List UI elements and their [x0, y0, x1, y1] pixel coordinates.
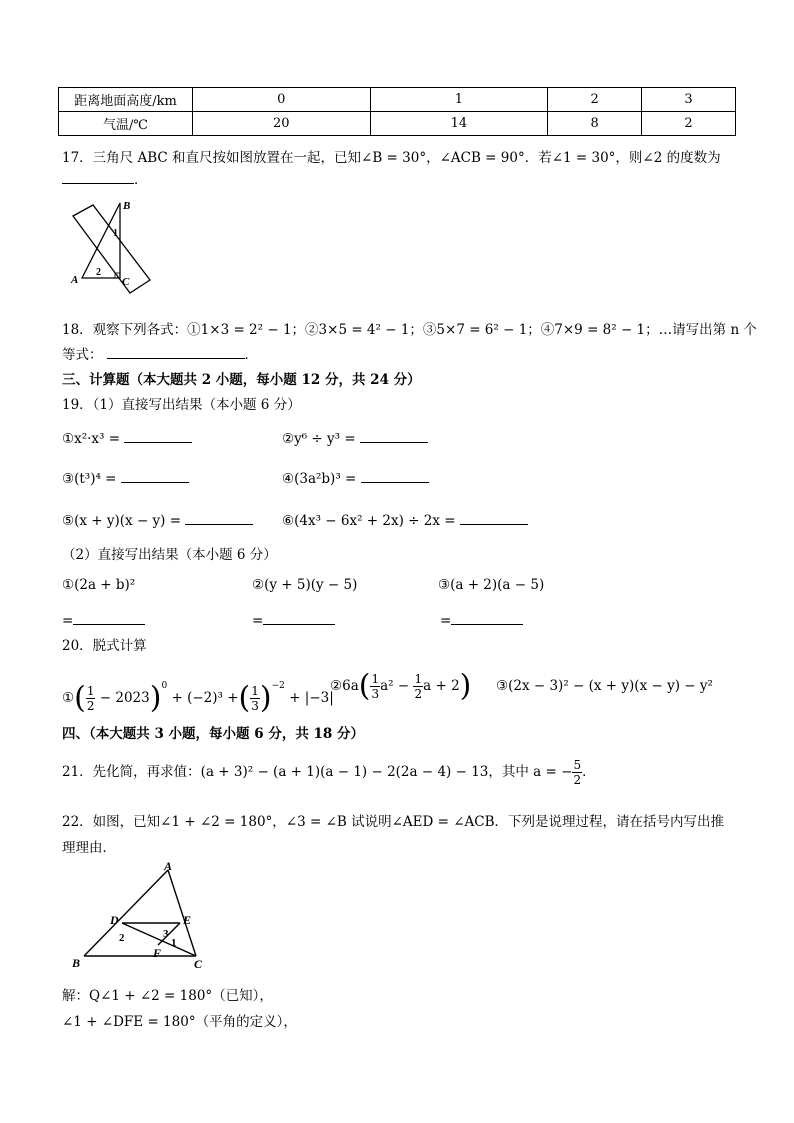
q18-text: 18．观察下列各式：①1×3 = 2² − 1；②3×5 = 4² − 1；③5×7 = 6² − 1；④7×9 = 8² − 1；…请写出第 n 个: [62, 322, 757, 338]
q17-text: 17．三角尺 ABC 和直尺按如图放置在一起，已知∠B = 30°，∠ACB = 90°．若∠1 = 30°，则∠2 的度数为: [62, 150, 721, 166]
q19-item-2: ②y⁶ ÷ y³ =: [282, 427, 428, 447]
label-2: 2: [119, 932, 125, 944]
section3-heading: 三、计算题（本大题共 2 小题，每小题 12 分，共 24 分）: [62, 372, 421, 388]
answer-blank[interactable]: [121, 467, 189, 483]
q18-tail: ．: [244, 347, 258, 363]
table-cell: 1: [370, 88, 548, 112]
triangle-shape: [82, 203, 120, 278]
answer-blank[interactable]: [73, 609, 145, 625]
q19-item-3: ③(t³)⁴ =: [62, 467, 189, 487]
fraction: $\frac{1}{2}$: [414, 672, 423, 701]
ruler-shape: [73, 205, 150, 293]
answer-blank[interactable]: [360, 427, 428, 443]
label-C: C: [194, 957, 203, 971]
fraction: $\frac{1}{3}$: [371, 672, 380, 701]
answer-blank[interactable]: [263, 609, 335, 625]
answer-blank[interactable]: [124, 427, 192, 443]
label-F: F: [153, 946, 162, 960]
q22-solution-1: 解：Q∠1 + ∠2 = 180°（已知），: [62, 988, 273, 1004]
fraction: $\frac{1}{3}$: [251, 684, 259, 713]
label-1: 1: [113, 228, 118, 239]
q19-part2-answer-1: =: [62, 609, 145, 629]
q22-line2: 理理由．: [62, 840, 116, 856]
q19-part2-answer-3: =: [440, 609, 523, 629]
segment-AB: [84, 870, 168, 956]
table-cell: 14: [370, 112, 548, 136]
table-cell: 3: [642, 88, 736, 112]
label-B: B: [123, 200, 131, 212]
answer-blank[interactable]: [185, 509, 253, 525]
answer-blank[interactable]: [62, 168, 134, 184]
label-2: 2: [96, 267, 101, 278]
label-1: 1: [171, 937, 177, 949]
q21-text: 21．先化简，再求值：(a + 3)² − (a + 1)(a − 1) − 2(2a − 4) − 13，其中 a = − $\frac{5}{2}$ ．: [62, 758, 596, 787]
q18-answer: [62, 343, 258, 363]
temperature-table: [58, 87, 736, 136]
label-A: A: [164, 862, 173, 873]
q17-figure: [68, 196, 158, 296]
q22-figure: [68, 862, 218, 974]
table-header-temp: 气温/℃: [59, 112, 193, 136]
q19-part2-item-2: ②(y + 5)(y − 5): [252, 577, 358, 593]
label-C: C: [122, 276, 130, 288]
table-cell: 20: [193, 112, 371, 136]
table-cell: 2: [548, 88, 642, 112]
q20-item-3: ③(2x − 3)² − (x + y)(x − y) − y²: [496, 678, 713, 694]
answer-blank[interactable]: [361, 467, 429, 483]
q19-item-1: ①x²·x³ =: [62, 427, 192, 447]
q22-solution-2: ∠1 + ∠DFE = 180°（平角的定义），: [62, 1014, 297, 1030]
q17-answer: [62, 168, 148, 188]
q19-part2-title: （2）直接写出结果（本小题 6 分）: [62, 547, 277, 563]
answer-blank[interactable]: [107, 343, 245, 359]
q19-part2-item-3: ③(a + 2)(a − 5): [438, 577, 545, 593]
table-cell: 2: [642, 112, 736, 136]
table-row: [59, 88, 736, 112]
q19-item-5: ⑤(x + y)(x − y) =: [62, 509, 253, 529]
q20-item-2: ②6a( $\frac{1}{3}$ a² − $\frac{1}{2}$ a + 2): [330, 668, 472, 704]
answer-blank[interactable]: [451, 609, 523, 625]
table-header-height: 距离地面高度/km: [59, 88, 193, 112]
q18-label: 等式：: [62, 347, 103, 363]
fraction: $\frac{5}{2}$: [573, 758, 582, 787]
q22-line1: 22．如图，已知∠1 + ∠2 = 180°，∠3 = ∠B 试说明∠AED = ∠ACB．下列是说理过程，请在括号内写出推: [62, 814, 725, 830]
q19-title: 19．（1）直接写出结果（本小题 6 分）: [62, 397, 301, 413]
q20-title: 20．脱式计算: [62, 638, 147, 654]
q19-item-4: ④(3a²b)³ =: [282, 467, 429, 487]
q19-part2-item-1: ①(2a + b)²: [62, 577, 136, 593]
table-cell: 8: [548, 112, 642, 136]
segment-EF: [158, 923, 180, 945]
q19-item-6: ⑥(4x³ − 6x² + 2x) ÷ 2x =: [282, 509, 528, 529]
label-A: A: [71, 274, 79, 286]
answer-blank[interactable]: [460, 509, 528, 525]
q19-part2-answer-2: =: [252, 609, 335, 629]
section4-heading: 四、（本大题共 3 小题，每小题 6 分，共 18 分）: [62, 726, 365, 742]
label-E: E: [183, 913, 192, 927]
table-row: [59, 112, 736, 136]
q20-item-1: ①( $\frac{1}{2}$ − 2023)$^0$ + (−2)³ +( $\frac{1}{3}$ )$^{-2}$ + |−3|: [62, 680, 334, 716]
q17-tail: ．: [134, 172, 148, 188]
table-cell: 0: [193, 88, 371, 112]
label-D: D: [110, 913, 119, 927]
label-B: B: [72, 956, 81, 970]
label-3: 3: [163, 928, 169, 940]
fraction: $\frac{1}{2}$: [86, 684, 95, 713]
